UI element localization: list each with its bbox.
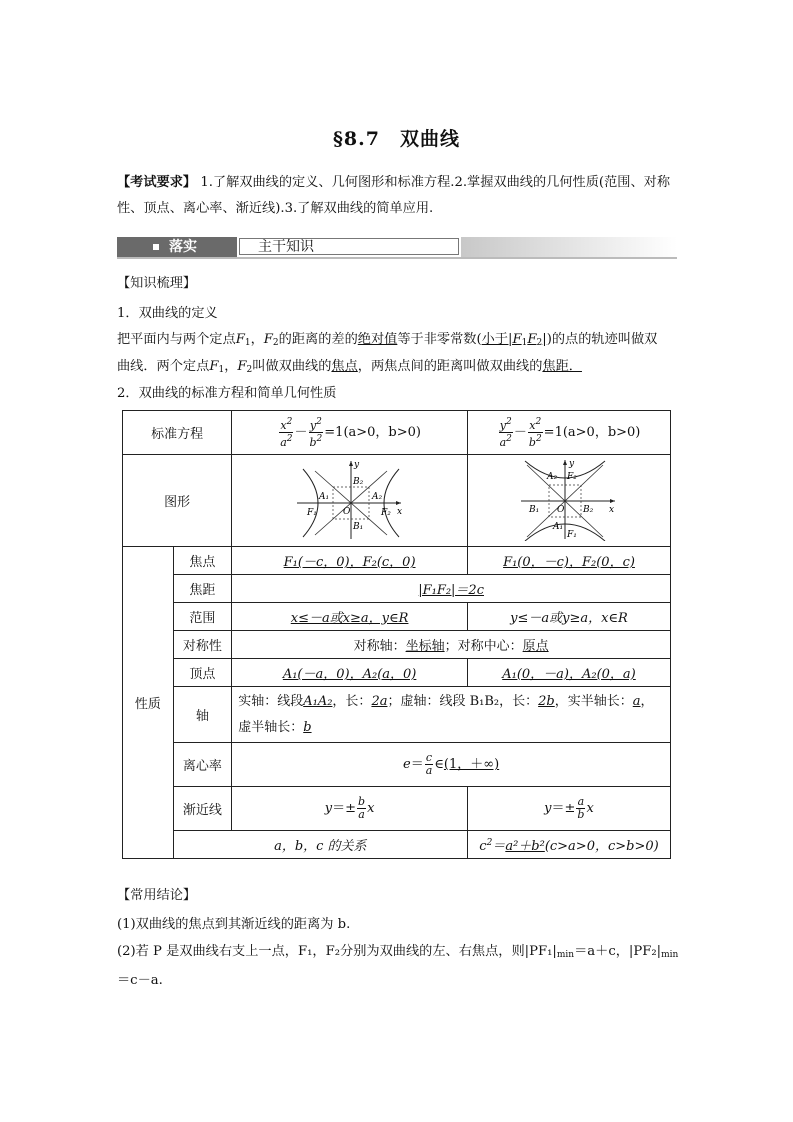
banner-light-block: 主干知识 — [239, 238, 459, 255]
def-text: 把平面内与两个定点 — [117, 332, 236, 347]
sym-text: ；对称中心： — [444, 639, 523, 654]
exam-requirements — [117, 170, 677, 222]
std-eq-2: $\frac{y^2}{a^2}$ － $\frac{x^2}{b^2}$ =1(a>0，b>0) — [467, 411, 670, 455]
page-title: §8.7 双曲线 — [333, 128, 460, 150]
sym-text: 对称轴： — [353, 639, 406, 654]
ecc-label: 离心率 — [173, 743, 232, 787]
label-A1: A₁ — [318, 491, 329, 502]
label-F2: F₂ — [380, 507, 391, 518]
focus-vertical: F₁(0，－c)，F₂(0，c) — [467, 547, 670, 575]
def-underline: 焦点 — [331, 359, 358, 374]
range-vertical: y≤－a或y≥a，x∈R — [467, 603, 670, 631]
def-text: ，两焦点间的距离叫做双曲线的 — [357, 359, 543, 374]
label-F2: F₂ — [566, 471, 577, 482]
std-eq-1: $\frac{x^2}{a^2}$ － $\frac{y^2}{b^2}$ =1(a>0，b>0) — [232, 411, 468, 455]
def-text: 的距离的差的 — [278, 332, 358, 347]
properties-table — [122, 410, 671, 859]
axis-text: ， — [640, 693, 654, 709]
label-O: O — [342, 506, 350, 517]
axis-label: 轴 — [173, 687, 232, 743]
def-text: 曲线．两个定点 — [117, 359, 210, 374]
x-axis-arrow-icon — [610, 499, 615, 503]
label-B2: B₂ — [352, 476, 363, 487]
banner-rule — [117, 257, 677, 259]
axis-2a: 2a — [371, 693, 388, 709]
prop-label: 性质 — [123, 547, 174, 859]
focal-value: |F₁F₂|＝2c — [232, 575, 671, 603]
axis-a: a — [632, 693, 641, 709]
def-underline: 绝对值 — [357, 332, 398, 347]
sym-label: 对称性 — [173, 631, 232, 659]
label-x: x — [396, 506, 402, 517]
asym-label: 渐近线 — [173, 787, 232, 831]
vertex-horizontal: A₁(－a，0)，A₂(a，0) — [232, 659, 468, 687]
x-axis-arrow-icon — [396, 501, 401, 505]
label-A2: A₂ — [546, 471, 558, 482]
y-axis-arrow-icon — [349, 461, 353, 466]
vertex-label: 顶点 — [173, 659, 232, 687]
std-label: 标准方程 — [123, 411, 232, 455]
square-bullet-icon — [153, 244, 159, 250]
asym-vertical: y＝± $\frac{a}{b}$ x — [467, 787, 670, 831]
ecc-range: (1，＋∞) — [443, 757, 500, 772]
c2-min: min — [661, 950, 679, 960]
figure-label: 图形 — [123, 455, 232, 547]
asym-horizontal: y＝± $\frac{b}{a}$ x — [232, 787, 468, 831]
axis-real: A₁A₂ — [303, 693, 333, 709]
focus-label: 焦点 — [173, 547, 232, 575]
hyperbola-horizontal-figure — [295, 457, 405, 541]
c2-text: ＝a＋c，|PF₂| — [574, 944, 662, 959]
def-text: 叫做双曲线的 — [252, 359, 332, 374]
axis-text: ，长： — [332, 693, 372, 709]
axis-b: b — [303, 719, 312, 735]
section1-heading: 1．双曲线的定义 — [117, 306, 218, 321]
c2-text: (2)若 P 是双曲线右支上一点，F₁，F₂分别为双曲线的左、右焦点，则|PF₁| — [117, 944, 557, 959]
definition-paragraph: 把平面内与两个定点$F_1$，$F_2$的距离的差的绝对值等于非零常数(小于$|F_1F_2|$)的点的轨迹叫做双 曲线．两个定点$F_1$，$F_2$叫做双曲线的焦点，两焦点间的距离叫做双曲线的焦距． — [117, 332, 658, 375]
axis-value — [232, 687, 671, 743]
def-underline: 焦距． — [542, 359, 582, 374]
eq-tail: =1(a>0，b>0) — [324, 425, 421, 440]
requirements-text: 1.了解双曲线的定义、几何图形和标准方程.2.掌握双曲线的几何性质(范围、对称性、顶点、离心率、渐近线).3.了解双曲线的简单应用. — [117, 175, 671, 216]
abc-sum: a²＋b² — [505, 839, 545, 854]
def-underline: 小于 — [481, 332, 508, 347]
abc-tail: (c>a>0，c>b>0) — [544, 839, 659, 854]
figure-vertical — [467, 455, 670, 547]
label-A1: A₁ — [552, 521, 564, 532]
label-y: y — [353, 459, 359, 470]
banner-fade — [461, 237, 677, 257]
section2-heading: 2．双曲线的标准方程和简单几何性质 — [117, 386, 337, 401]
label-B1: B₁ — [352, 521, 363, 532]
figure-horizontal — [232, 455, 468, 547]
y-axis-arrow-icon — [563, 460, 567, 465]
requirements-tag: 【考试要求】 — [117, 175, 197, 190]
eq-tail: =1(a>0，b>0) — [543, 425, 641, 440]
banner-left-label: 落实 — [169, 239, 197, 255]
axis-text: 虚半轴长： — [238, 719, 304, 735]
label-B1: B₁ — [528, 504, 540, 515]
abc-label: a，b，c 的关系 — [173, 831, 467, 859]
label-y: y — [568, 458, 575, 469]
section-banner — [117, 237, 677, 257]
banner-dark-block — [117, 237, 237, 257]
focal-label: 焦距 — [173, 575, 232, 603]
range-horizontal: x≤－a或x≥a，y∈R — [232, 603, 468, 631]
sym-value — [232, 631, 671, 659]
conclusion-2 — [117, 939, 679, 994]
axis-text: ；虚轴：线段 B₁B₂，长： — [387, 693, 539, 709]
label-F1: F₁ — [306, 507, 317, 518]
c2-text: ＝c－a. — [117, 973, 163, 988]
axis-text: 实轴：线段 — [238, 693, 304, 709]
label-O: O — [556, 504, 565, 515]
sym-axes: 坐标轴 — [405, 639, 445, 654]
label-A2: A₂ — [371, 491, 382, 502]
ecc-value: e＝ $\frac{c}{a}$ ∈(1，＋∞) — [232, 743, 671, 787]
axis-2b: 2b — [538, 693, 555, 709]
label-F1: F₁ — [566, 529, 577, 540]
c2-min: min — [556, 950, 575, 960]
range-label: 范围 — [173, 603, 232, 631]
sym-origin: 原点 — [522, 639, 549, 654]
conclusions-heading: 【常用结论】 — [117, 888, 197, 903]
vertex-vertical: A₁(0，－a)，A₂(0，a) — [467, 659, 670, 687]
def-text: 等于非零常数( — [397, 332, 482, 347]
focus-horizontal: F₁(－c，0)，F₂(c，0) — [232, 547, 468, 575]
knowledge-heading: 【知识梳理】 — [117, 276, 197, 291]
axis-text: ，实半轴长： — [554, 693, 633, 709]
abc-value: $c^2=a^2+b^2(c>a>0$，c>b>0) — [467, 831, 670, 859]
hyperbola-vertical-figure — [519, 457, 619, 541]
def-text: )的点的轨迹叫做双 — [546, 332, 658, 347]
label-x: x — [608, 504, 615, 515]
label-B2: B₂ — [582, 504, 594, 515]
conclusion-1: (1)双曲线的焦点到其渐近线的距离为 b. — [117, 917, 351, 932]
